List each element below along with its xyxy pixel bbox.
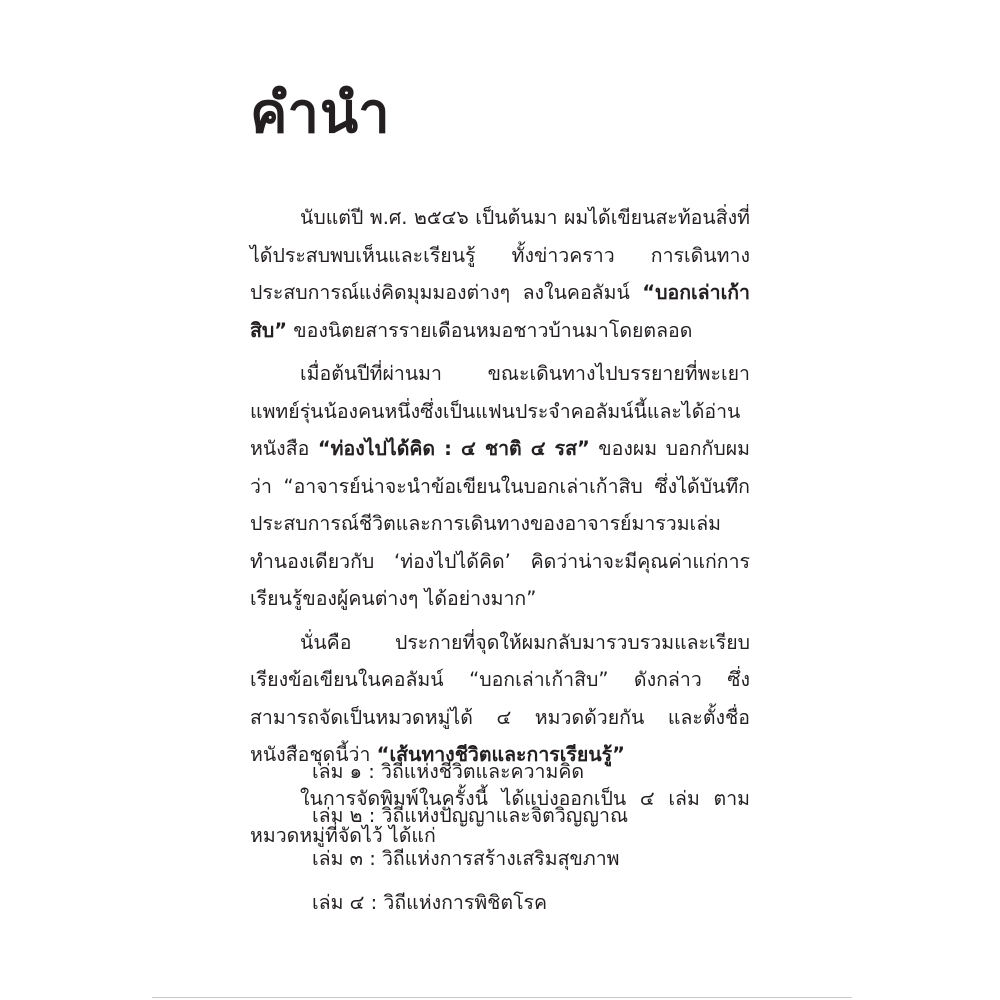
page-title: คำนำ [250, 81, 391, 146]
volume-list [312, 750, 628, 924]
page-edge-divider [152, 997, 852, 998]
paragraph-2-text-b: ของผม บอกกับผมว่า “อาจารย์น่าจะนำข้อเขียนในบอกเล่าเก้าสิบ ซึ่งได้บันทึกประสบการณ์ชีวิตและการเดินทางของอาจารย์มารวมเล่ม ทำนองเดียวกับ ‘ท่องไปได้คิด’ คิดว่าน่าจะมีคุณค่าแก่การเรียนรู้ของผู้คนต่างๆ ได้อย่างมาก” [250, 437, 750, 610]
volume-item-4: เล่ม ๔ : วิถีแห่งการพิชิตโรค [312, 890, 548, 914]
paragraph-2-bold: “ท่องไปได้คิด : ๔ ชาติ ๔ รส” [317, 437, 590, 460]
volume-item-1: เล่ม ๑ : วิถีแห่งชีวิตและความคิด [312, 760, 585, 783]
paragraph-3-bold: “เส้นทางชีวิตและการเรียนรู้” [376, 743, 625, 766]
volume-item-3: เล่ม ๓ : วิถีแห่งการสร้างเสริมสุขภาพ [312, 847, 620, 870]
paragraph-1-bold: “บอกเล่าเก้าสิบ” [250, 281, 750, 342]
paragraph-1-text-b: ของนิตยสารรายเดือนหมอชาวบ้านมาโดยตลอด [287, 318, 693, 342]
volume-item-2: เล่ม ๒ : วิถีแห่งปัญญาและจิตวิญญาณ [312, 803, 629, 827]
paragraph-2 [250, 355, 750, 618]
paragraph-3-text-a: นั่นคือ ประกายที่จุดให้ผมกลับมารวบรวมและเรียบเรียงข้อเขียนในคอลัมน์ “บอกเล่าเก้าสิบ” ดังกล่าว ซึ่งสามารถจัดเป็นหมวดหมู่ได้ ๔ หมวดด้วยกัน และตั้งชื่อหนังสือชุดนี้ว่า [250, 630, 750, 766]
paragraph-2-text-a: เมื่อต้นปีที่ผ่านมา ขณะเดินทางไปบรรยายที่พะเยา แพทย์รุ่นน้องคนหนึ่งซึ่งเป็นแฟนประจำคอลัมน์นี้และได้อ่านหนังสือ [250, 362, 750, 460]
paragraph-1 [250, 199, 750, 349]
paragraph-1-text-a: นับแต่ปี พ.ศ. ๒๕๔๖ เป็นต้นมา ผมได้เขียนสะท้อนสิ่งที่ได้ประสบพบเห็นและเรียนรู้ ทั้งข่าวคราว การเดินทาง ประสบการณ์แง่คิดมุมมองต่างๆ ลงในคอลัมน์ [250, 206, 750, 304]
paragraph-4-text-a: ในการจัดพิมพ์ในครั้งนี้ ได้แบ่งออกเป็น ๔ เล่ม ตามหมวดหมู่ที่จัดไว้ ได้แก่ [250, 786, 750, 847]
